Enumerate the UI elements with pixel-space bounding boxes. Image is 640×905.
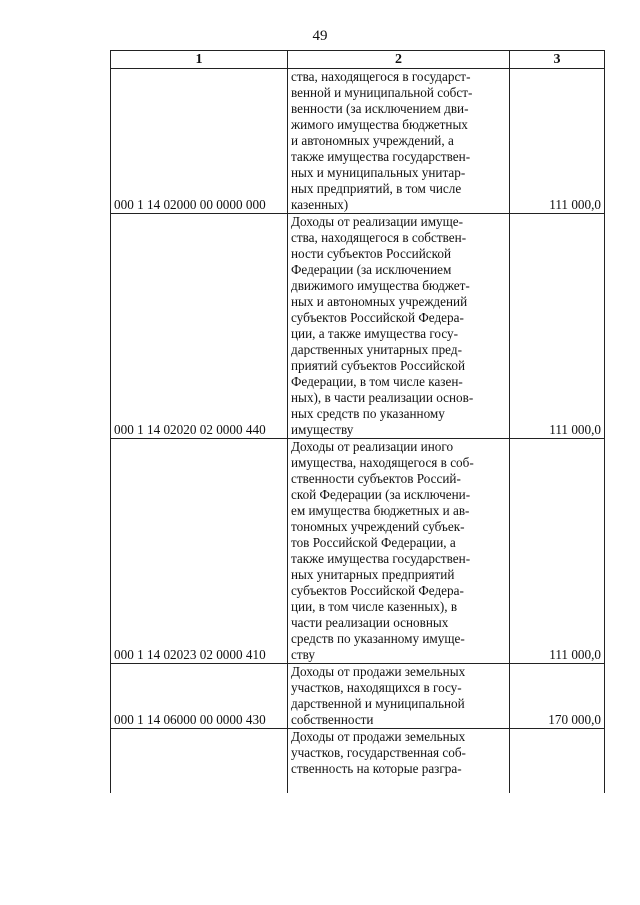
description-line: движимого имущества бюджет- <box>291 278 470 293</box>
description-line: ных и автономных учреждений <box>291 294 468 309</box>
description-line: ных унитарных предприятий <box>291 567 455 582</box>
budget-code-cell: 000 1 14 02023 02 0000 410 <box>111 439 288 664</box>
page-number: 49 <box>312 28 328 44</box>
budget-code-cell: 000 1 14 02000 00 0000 000 <box>111 69 288 214</box>
description-line: приятий субъектов Российской <box>291 358 466 373</box>
description-line: дарственных унитарных пред- <box>291 342 462 357</box>
description-line: ности субъектов Российской <box>291 246 452 261</box>
description-line: тов Российской Федерации, а <box>291 535 456 550</box>
description-line: ных средств по указанному <box>291 406 445 421</box>
description-line: Доходы от реализации иного <box>291 439 454 454</box>
description-cell <box>288 729 510 794</box>
description-line: ственность на которые разгра- <box>291 761 462 776</box>
description-line: ственности субъектов Россий- <box>291 471 461 486</box>
description-line: ства, находящегося в государст- <box>291 69 471 84</box>
description-cell <box>288 69 510 214</box>
description-line: ства, находящегося в собствен- <box>291 230 467 245</box>
table-row <box>111 664 605 729</box>
description-line: ству <box>291 647 315 662</box>
description-line: Доходы от реализации имуще- <box>291 214 464 229</box>
description-line: Федерации, в том числе казен- <box>291 374 463 389</box>
description-line: ской Федерации (за исключени- <box>291 487 471 502</box>
table-row <box>111 214 605 439</box>
budget-code-cell <box>111 729 288 794</box>
description-line: ных предприятий, в том числе <box>291 181 462 196</box>
description-line: казенных) <box>291 197 349 212</box>
description-line: участков, государственная соб- <box>291 745 466 760</box>
description-line: Доходы от продажи земельных <box>291 729 466 744</box>
table-row <box>111 729 605 794</box>
column-header-amount: 3 <box>510 51 605 69</box>
description-line: ных и муниципальных унитар- <box>291 165 466 180</box>
description-line: ем имущества бюджетных и ав- <box>291 503 470 518</box>
description-cell <box>288 439 510 664</box>
description-line: участков, находящихся в госу- <box>291 680 462 695</box>
description-line: также имущества государствен- <box>291 149 471 164</box>
description-line: собственности <box>291 712 374 727</box>
description-line: и автономных учреждений, а <box>291 133 454 148</box>
description-line: жимого имущества бюджетных <box>291 117 468 132</box>
description-line: ции, в том числе казенных), в <box>291 599 458 614</box>
column-header-description: 2 <box>288 51 510 69</box>
table-row <box>111 69 605 214</box>
amount-cell: 111 000,0 <box>510 69 605 214</box>
description-line: части реализации основных <box>291 615 449 630</box>
table-row <box>111 439 605 664</box>
description-line: Доходы от продажи земельных <box>291 664 466 679</box>
description-line: венной и муниципальной собст- <box>291 85 473 100</box>
description-line: ции, а также имущества госу- <box>291 326 459 341</box>
description-line: венности (за исключением дви- <box>291 101 469 116</box>
description-line: имущества, находящегося в соб- <box>291 455 474 470</box>
description-cell <box>288 664 510 729</box>
description-cell <box>288 214 510 439</box>
table-header-row <box>111 51 605 69</box>
description-line: субъектов Российской Федера- <box>291 583 464 598</box>
revenue-table <box>110 50 605 793</box>
column-header-code: 1 <box>111 51 288 69</box>
description-line: субъектов Российской Федера- <box>291 310 464 325</box>
description-line: дарственной и муниципальной <box>291 696 465 711</box>
description-line: средств по указанному имуще- <box>291 631 465 646</box>
amount-cell: 170 000,0 <box>510 664 605 729</box>
budget-code-cell: 000 1 14 06000 00 0000 430 <box>111 664 288 729</box>
amount-cell: 111 000,0 <box>510 214 605 439</box>
amount-cell: 111 000,0 <box>510 439 605 664</box>
description-line: также имущества государствен- <box>291 551 471 566</box>
amount-cell <box>510 729 605 794</box>
description-line: имуществу <box>291 422 354 437</box>
description-line: ных), в части реализации основ- <box>291 390 474 405</box>
description-line: тономных учреждений субъек- <box>291 519 465 534</box>
description-line: Федерации (за исключением <box>291 262 452 277</box>
budget-code-cell: 000 1 14 02020 02 0000 440 <box>111 214 288 439</box>
